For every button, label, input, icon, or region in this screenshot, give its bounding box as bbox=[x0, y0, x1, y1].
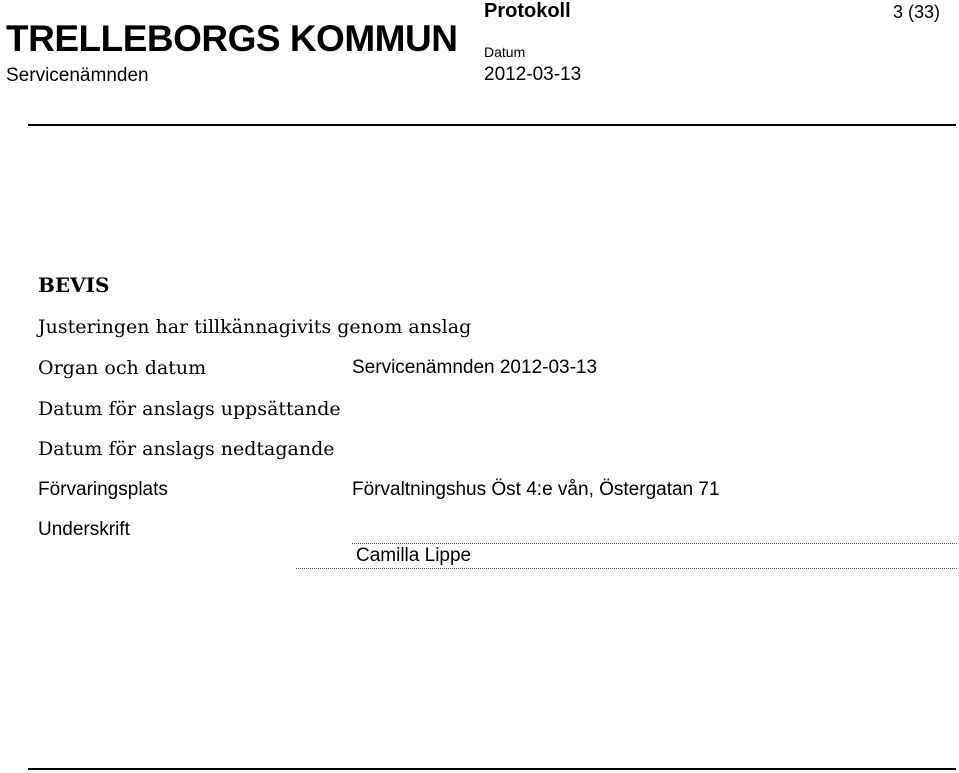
date-label: Datum bbox=[484, 44, 526, 60]
document-type: Protokoll bbox=[484, 0, 571, 22]
date-value: 2012-03-13 bbox=[484, 64, 582, 85]
posting-date-label: Datum för anslags uppsättande bbox=[38, 398, 341, 420]
footer-divider bbox=[28, 768, 956, 770]
certificate-title: BEVIS bbox=[38, 273, 110, 297]
organ-date-label: Organ och datum bbox=[38, 357, 207, 379]
signature-label: Underskrift bbox=[38, 519, 130, 540]
page-number: 3 (33) bbox=[893, 2, 941, 22]
signature-line-lower bbox=[296, 568, 957, 569]
organ-date-value: Servicenämnden 2012-03-13 bbox=[352, 357, 598, 378]
removal-date-label: Datum för anslags nedtagande bbox=[38, 438, 335, 460]
department-name: Servicenämnden bbox=[6, 65, 149, 86]
header-divider bbox=[28, 124, 956, 126]
storage-location-label: Förvaringsplats bbox=[38, 479, 168, 500]
signature-line-upper bbox=[352, 543, 957, 544]
organization-name: TRELLEBORGS KOMMUN bbox=[6, 18, 458, 59]
signer-name: Camilla Lippe bbox=[356, 545, 472, 566]
storage-location-value: Förvaltningshus Öst 4:e vån, Östergatan 71 bbox=[352, 479, 720, 500]
certificate-statement: Justeringen har tillkännagivits genom anslag bbox=[38, 316, 472, 338]
